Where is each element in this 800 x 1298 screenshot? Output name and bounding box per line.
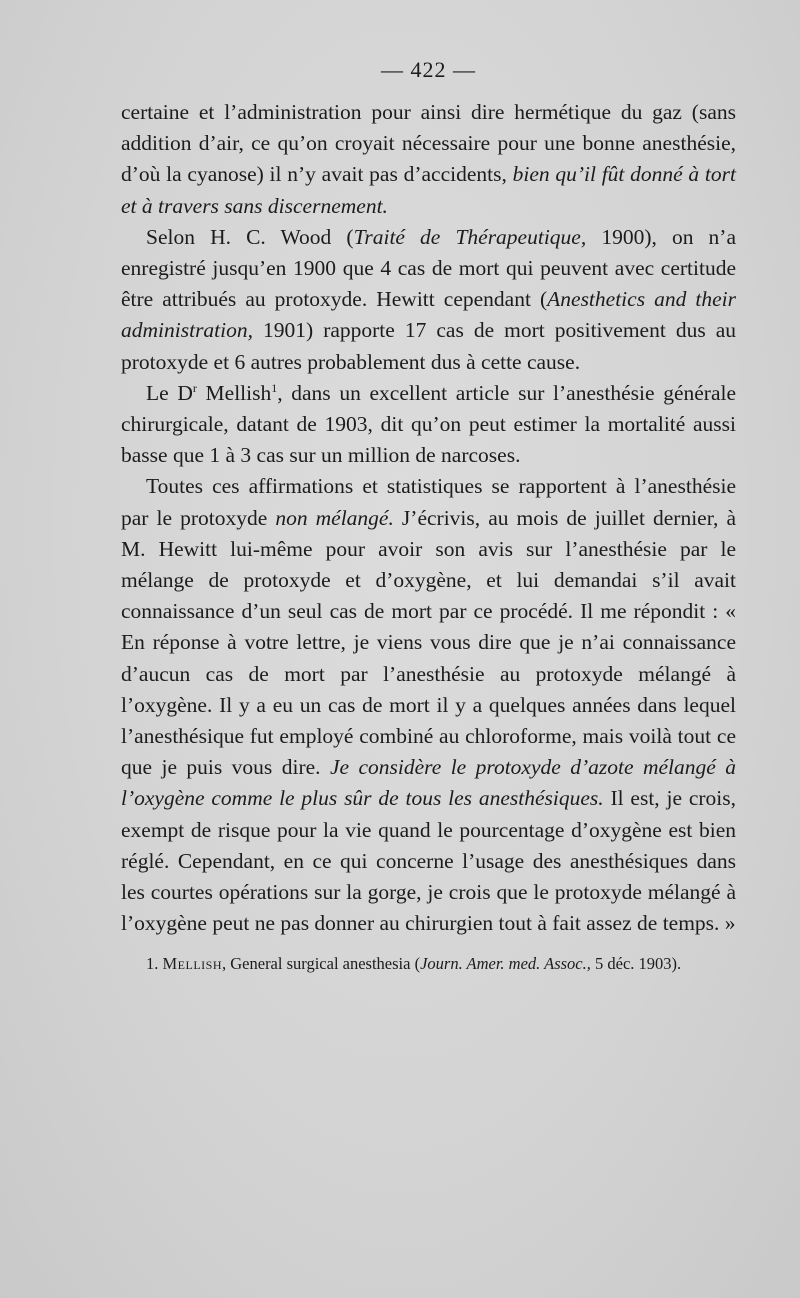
small-caps-name: Mellish [162, 954, 222, 974]
text-run: Toutes ces affirmations et statistiques se rapportent à l’anesthésie par le protoxyde [121, 474, 736, 530]
italic-text: Traité de Thérapeutique, [353, 224, 587, 249]
paragraph [121, 378, 736, 472]
text-run: Le D [146, 380, 193, 405]
italic-text: Anesthetics and their administration, [121, 287, 736, 343]
text-run: Mellish [196, 380, 272, 405]
text-run: Il est, je crois, exempt de risque pour la vie quand le pourcentage d’oxygène est bien réglé. Cependant, en ce qui concerne l’usage des anesthésiques dans les courtes opérations sur la gorge, je crois que le protoxyde mélangé à l’oxygène peut ne pas donner au chirurgien tout à fait assez de temps. » [121, 786, 737, 936]
book-page [121, 55, 736, 975]
body-text [121, 97, 736, 939]
text-run: certaine et l’administration pour ainsi dire hermétique du gaz (sans addition d’air, ce qu’on croyait nécessaire pour une bonne anesthésie, d’où la cyanose) il n’y avait pas d’accidents, [121, 100, 736, 187]
italic-text: Je considère le protoxyde d’azote mélangé à l’oxygène comme le plus sûr de tous les anesthésiques. [121, 755, 736, 811]
superscript: 1 [271, 380, 278, 395]
text-run: 1901) rapporte 17 cas de mort positivement dus au protoxyde et 6 autres probablement dus à cette cause. [121, 318, 736, 374]
paragraph [121, 97, 736, 222]
text-run: 5 déc. 1903). [590, 954, 682, 974]
text-run: Selon H. C. Wood ( [146, 224, 354, 249]
text-run: 1900), on n’a enregistré jusqu’en 1900 que 4 cas de mort qui peuvent avec certitude être attribués au protoxyde. Hewitt cependant ( [121, 224, 736, 312]
italic-text: non mélangé. [275, 505, 394, 530]
text-run: J’écrivis, au mois de juillet dernier, à M. Hewitt lui-même pour avoir son avis sur l’anesthésie par le mélange de protoxyde et d’oxygène, et lui demandai s’il avait connaissance d’un seul cas de mort par ce procédé. Il me répondit : « En réponse à votre lettre, je viens vous dire que je n’ai connaissance d’aucun cas de mort par l’anesthésie au protoxyde mélangé à l’oxygène. Il y a eu un cas de mort il y a quelques années dans lequel l’anesthésique fut employé combiné au chloroforme, mais voilà tout ce que je puis vous dire. [121, 505, 736, 780]
footnote [121, 953, 736, 975]
italic-text: Journ. Amer. med. Assoc., [420, 954, 591, 974]
text-run: 1. [146, 954, 163, 974]
text-run: , dans un excellent article sur l’anesthésie générale chirurgicale, datant de 1903, dit qu’on peut estimer la mortalité aussi basse que 1 à 3 cas sur un million de narcoses. [121, 380, 737, 468]
italic-text: bien qu’il fût donné à tort et à travers sans discernement. [121, 162, 736, 218]
paragraph [121, 222, 736, 378]
paragraph [121, 471, 736, 939]
superscript: r [192, 380, 197, 395]
text-run: , General surgical anesthesia ( [222, 954, 421, 974]
page-number: — 422 — [381, 57, 476, 82]
